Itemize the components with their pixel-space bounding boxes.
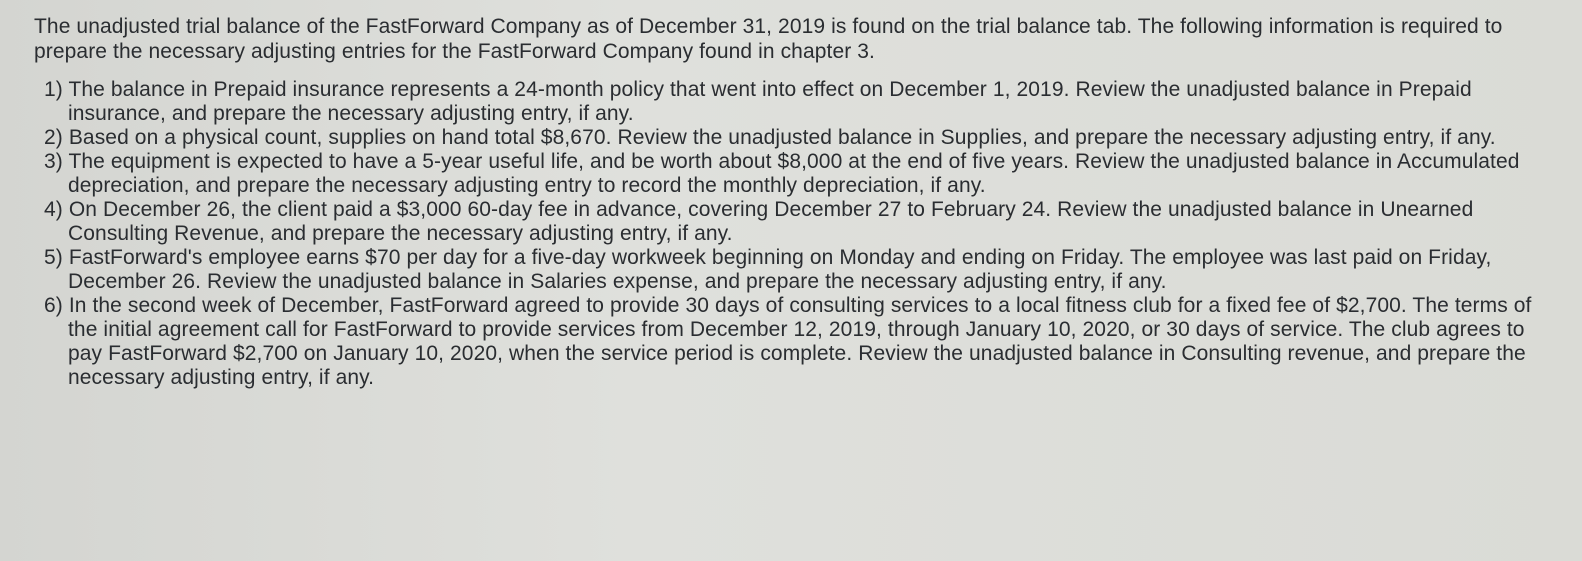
- item-text: The equipment is expected to have a 5-year useful life, and be worth about $8,000 at the end of five years. Review the unadjusted balance in Accumulated depreciation, and prepare the necessary adjusting entry to record the monthly depreciation, if any.: [68, 150, 1520, 197]
- item-number: 3): [44, 150, 63, 173]
- item-number: 2): [44, 126, 63, 149]
- item-text: On December 26, the client paid a $3,000 60-day fee in advance, covering December 27 to February 24. Review the unadjusted balance in Unearned Consulting Revenue, and prepare the necessary adjusting entry, if any.: [68, 198, 1474, 245]
- item-text: Based on a physical count, supplies on hand total $8,670. Review the unadjusted balance in Supplies, and prepare the necessary adjusting entry, if any.: [68, 126, 1496, 149]
- list-item: [34, 126, 1542, 150]
- list-item: [34, 294, 1542, 390]
- list-item: [34, 150, 1542, 198]
- item-number: 4): [44, 198, 63, 221]
- list-item: [34, 198, 1542, 246]
- item-text: In the second week of December, FastForward agreed to provide 30 days of consulting services to a local fitness club for a fixed fee of $2,700. The terms of the initial agreement call for FastForward to provide services from December 12, 2019, through January 10, 2020, or 30 days of service. The club agrees to pay FastForward $2,700 on January 10, 2020, when the service period is complete. Review the unadjusted balance in Consulting revenue, and prepare the necessary adjusting entry, if any.: [68, 294, 1532, 389]
- intro-paragraph: The unadjusted trial balance of the FastForward Company as of December 31, 2019 is found on the trial balance tab. The following information is required to prepare the necessary adjusting entries for the FastForward Company found in chapter 3.: [34, 15, 1503, 63]
- item-number: 5): [44, 246, 63, 269]
- item-text: The balance in Prepaid insurance represents a 24-month policy that went into effect on December 1, 2019. Review the unadjusted balance in Prepaid insurance, and prepare the necessary adjusting entry, if any.: [68, 78, 1472, 125]
- list-item: [34, 246, 1542, 294]
- requirements-list: [34, 78, 1542, 390]
- list-item: [34, 78, 1542, 126]
- item-number: 6): [44, 294, 63, 317]
- item-number: 1): [44, 78, 63, 101]
- item-text: FastForward's employee earns $70 per day for a five-day workweek beginning on Monday and ending on Friday. The employee was last paid on Friday, December 26. Review the unadjusted balance in Salaries expense, and prepare the necessary adjusting entry, if any.: [68, 246, 1492, 293]
